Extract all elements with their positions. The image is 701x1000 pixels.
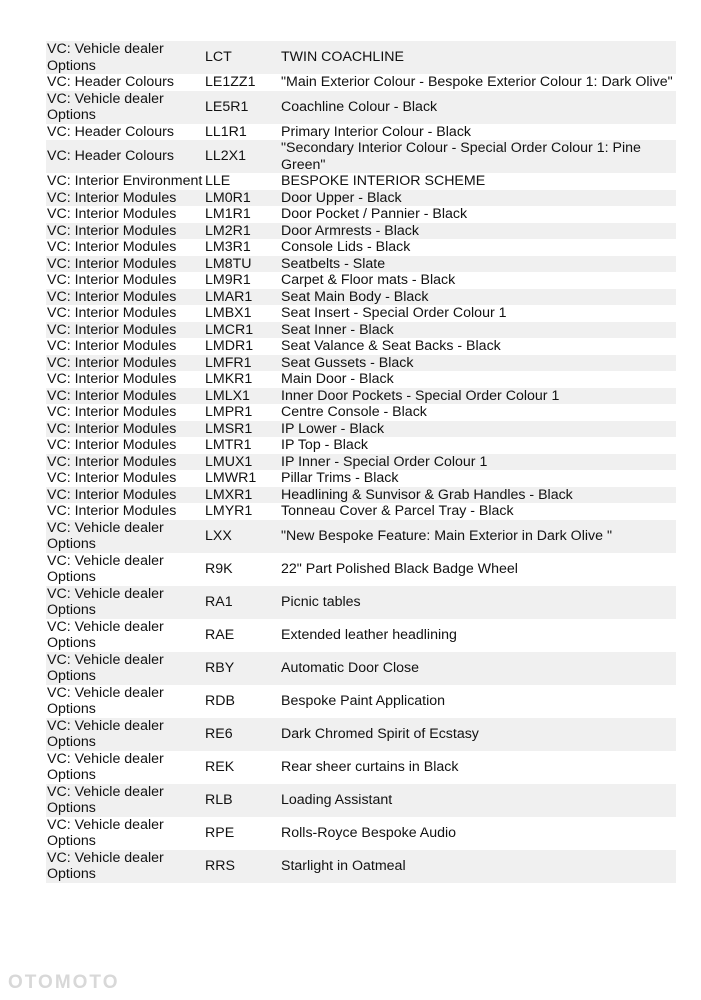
table-row (46, 437, 676, 454)
table-row (46, 371, 676, 388)
row-description-cell: Automatic Door Close (280, 652, 676, 685)
row-description-cell: Seat Inner - Black (280, 322, 676, 339)
row-description-cell: Centre Console - Black (280, 404, 676, 421)
row-code-cell: RRS (204, 850, 280, 883)
table-row (46, 652, 676, 685)
row-category-cell: VC: Interior Modules (46, 437, 204, 454)
table-row (46, 140, 676, 173)
row-category-cell: VC: Interior Modules (46, 272, 204, 289)
table-row (46, 289, 676, 306)
table-row (46, 74, 676, 91)
row-category-cell: VC: Interior Modules (46, 388, 204, 405)
table-row (46, 272, 676, 289)
row-category-cell: VC: Vehicle dealer Options (46, 520, 204, 553)
row-code-cell: REK (204, 751, 280, 784)
row-category-cell: VC: Vehicle dealer Options (46, 91, 204, 124)
row-code-cell: LMLX1 (204, 388, 280, 405)
table-row (46, 239, 676, 256)
row-description-cell: "New Bespoke Feature: Main Exterior in Dark Olive " (280, 520, 676, 553)
table-row (46, 619, 676, 652)
row-category-cell: VC: Interior Modules (46, 470, 204, 487)
table-row (46, 256, 676, 273)
row-description-cell: Door Pocket / Pannier - Black (280, 206, 676, 223)
row-category-cell: VC: Vehicle dealer Options (46, 751, 204, 784)
row-code-cell: LMBX1 (204, 305, 280, 322)
table-row (46, 404, 676, 421)
row-code-cell: LLE (204, 173, 280, 190)
row-code-cell: LM8TU (204, 256, 280, 273)
table-row (46, 322, 676, 339)
table-row (46, 305, 676, 322)
row-description-cell: Bespoke Paint Application (280, 685, 676, 718)
row-code-cell: LMCR1 (204, 322, 280, 339)
row-category-cell: VC: Vehicle dealer Options (46, 41, 204, 74)
table-row (46, 850, 676, 883)
row-category-cell: VC: Interior Modules (46, 487, 204, 504)
row-category-cell: VC: Vehicle dealer Options (46, 586, 204, 619)
row-code-cell: LM1R1 (204, 206, 280, 223)
row-code-cell: LE1ZZ1 (204, 74, 280, 91)
row-description-cell: Tonneau Cover & Parcel Tray - Black (280, 503, 676, 520)
row-description-cell: Picnic tables (280, 586, 676, 619)
row-description-cell: Console Lids - Black (280, 239, 676, 256)
table-row (46, 124, 676, 141)
table-row (46, 421, 676, 438)
row-category-cell: VC: Vehicle dealer Options (46, 784, 204, 817)
table-row (46, 190, 676, 207)
row-category-cell: VC: Interior Modules (46, 305, 204, 322)
row-code-cell: LMKR1 (204, 371, 280, 388)
row-category-cell: VC: Interior Modules (46, 206, 204, 223)
table-row (46, 487, 676, 504)
row-description-cell: BESPOKE INTERIOR SCHEME (280, 173, 676, 190)
row-category-cell: VC: Interior Modules (46, 338, 204, 355)
row-category-cell: VC: Interior Environment (47, 173, 203, 189)
row-code-cell: RE6 (204, 718, 280, 751)
row-code-cell: LXX (204, 520, 280, 553)
row-description-cell: Rear sheer curtains in Black (280, 751, 676, 784)
row-code-cell: LMAR1 (204, 289, 280, 306)
table-row (46, 206, 676, 223)
row-category-cell: VC: Interior Modules (46, 322, 204, 339)
row-description-cell: "Main Exterior Colour - Bespoke Exterior Colour 1: Dark Olive" (280, 74, 676, 91)
row-category-cell: VC: Interior Modules (46, 421, 204, 438)
table-row (46, 454, 676, 471)
row-description-cell: IP Inner - Special Order Colour 1 (280, 454, 676, 471)
row-code-cell: LMSR1 (204, 421, 280, 438)
row-description-cell: "Secondary Interior Colour - Special Order Colour 1: Pine Green" (280, 140, 676, 173)
row-code-cell: LE5R1 (204, 91, 280, 124)
row-category-cell: VC: Interior Modules (46, 223, 204, 240)
row-category-cell: VC: Interior Modules (46, 404, 204, 421)
row-description-cell: Inner Door Pockets - Special Order Colour 1 (280, 388, 676, 405)
row-description-cell: Door Armrests - Black (280, 223, 676, 240)
row-description-cell: Main Door - Black (280, 371, 676, 388)
row-description-cell: Dark Chromed Spirit of Ecstasy (280, 718, 676, 751)
row-description-cell: Extended leather headlining (280, 619, 676, 652)
table-row (46, 520, 676, 553)
watermark-logo: OTOMOTO (8, 972, 120, 993)
row-category-cell: VC: Interior Modules (46, 371, 204, 388)
row-description-cell: IP Top - Black (280, 437, 676, 454)
row-code-cell: RDB (204, 685, 280, 718)
row-description-cell: Headlining & Sunvisor & Grab Handles - Black (280, 487, 676, 504)
row-code-cell: LMYR1 (204, 503, 280, 520)
row-code-cell: LMTR1 (204, 437, 280, 454)
row-code-cell: RBY (204, 652, 280, 685)
row-code-cell: RAE (204, 619, 280, 652)
table-row (46, 223, 676, 240)
row-category-cell: VC: Interior Modules (46, 503, 204, 520)
table-row (46, 173, 676, 190)
row-category-cell: VC: Vehicle dealer Options (46, 619, 204, 652)
row-description-cell: IP Lower - Black (280, 421, 676, 438)
row-code-cell: LMXR1 (204, 487, 280, 504)
table-row (46, 784, 676, 817)
row-code-cell: LM0R1 (204, 190, 280, 207)
row-description-cell: Pillar Trims - Black (280, 470, 676, 487)
row-code-cell: RA1 (204, 586, 280, 619)
row-code-cell: RPE (204, 817, 280, 850)
table-row (46, 41, 676, 74)
row-code-cell: LCT (204, 41, 280, 74)
row-category-cell: VC: Vehicle dealer Options (46, 718, 204, 751)
row-category-cell: VC: Header Colours (46, 74, 204, 91)
row-code-cell: LL1R1 (204, 124, 280, 141)
row-category-cell: VC: Vehicle dealer Options (46, 685, 204, 718)
row-category-cell: VC: Interior Modules (46, 355, 204, 372)
row-code-cell: LMWR1 (204, 470, 280, 487)
row-code-cell: LMDR1 (204, 338, 280, 355)
row-category-cell: VC: Interior Modules (46, 454, 204, 471)
row-description-cell: Seat Insert - Special Order Colour 1 (280, 305, 676, 322)
options-table-body (46, 41, 676, 883)
table-row (46, 91, 676, 124)
row-description-cell: 22" Part Polished Black Badge Wheel (280, 553, 676, 586)
row-code-cell: LMUX1 (204, 454, 280, 471)
row-description-cell: Seat Valance & Seat Backs - Black (280, 338, 676, 355)
row-category-cell: VC: Vehicle dealer Options (46, 817, 204, 850)
row-category-cell: VC: Vehicle dealer Options (46, 850, 204, 883)
row-code-cell: R9K (204, 553, 280, 586)
row-code-cell: RLB (204, 784, 280, 817)
row-code-cell: LM9R1 (204, 272, 280, 289)
row-code-cell: LM2R1 (204, 223, 280, 240)
table-row (46, 817, 676, 850)
row-code-cell: LMFR1 (204, 355, 280, 372)
table-row (46, 388, 676, 405)
table-row (46, 586, 676, 619)
table-row (46, 718, 676, 751)
table-row (46, 685, 676, 718)
row-description-cell: Rolls-Royce Bespoke Audio (280, 817, 676, 850)
row-description-cell: Seat Gussets - Black (280, 355, 676, 372)
table-row (46, 355, 676, 372)
table-row (46, 470, 676, 487)
row-description-cell: Loading Assistant (280, 784, 676, 817)
row-description-cell: Seatbelts - Slate (280, 256, 676, 273)
row-category-cell: VC: Header Colours (46, 140, 204, 173)
row-code-cell: LL2X1 (204, 140, 280, 173)
row-category-cell: VC: Interior Modules (46, 256, 204, 273)
row-description-cell: Seat Main Body - Black (280, 289, 676, 306)
row-description-cell: Door Upper - Black (280, 190, 676, 207)
row-category-cell: VC: Interior Modules (46, 190, 204, 207)
table-row (46, 751, 676, 784)
row-category-cell: VC: Interior Modules (46, 289, 204, 306)
table-row (46, 553, 676, 586)
row-category-cell: VC: Header Colours (46, 124, 204, 141)
row-code-cell: LMPR1 (204, 404, 280, 421)
table-row (46, 338, 676, 355)
row-category-cell: VC: Interior Modules (46, 239, 204, 256)
row-description-cell: Coachline Colour - Black (280, 91, 676, 124)
row-description-cell: Starlight in Oatmeal (280, 850, 676, 883)
row-category-cell: VC: Vehicle dealer Options (46, 553, 204, 586)
row-description-cell: TWIN COACHLINE (280, 41, 676, 74)
row-description-cell: Primary Interior Colour - Black (280, 124, 676, 141)
table-row (46, 503, 676, 520)
options-table (46, 41, 676, 883)
row-category-cell: VC: Vehicle dealer Options (46, 652, 204, 685)
row-description-cell: Carpet & Floor mats - Black (280, 272, 676, 289)
row-code-cell: LM3R1 (204, 239, 280, 256)
